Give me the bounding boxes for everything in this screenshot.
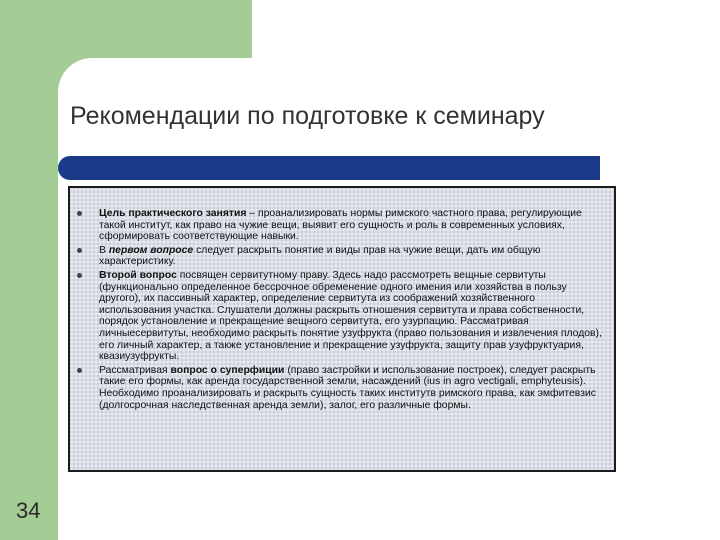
content-box: [68, 186, 616, 472]
list-item-superficies: [70, 365, 604, 411]
slide-number: 34: [16, 498, 41, 523]
item-text: следует раскрыть понятие и виды прав на чужие вещи, дать им общую характеристику.: [99, 244, 541, 268]
item-pre: Рассматривая: [99, 364, 171, 376]
item-bold: Второй вопрос: [99, 269, 177, 281]
bullet-list: [70, 208, 604, 411]
bullet-icon: [77, 248, 82, 253]
item-bold: первом вопросе: [108, 244, 194, 256]
list-item-goal: [70, 208, 604, 243]
list-item-first-question: [70, 245, 604, 268]
item-text: – проанализировать нормы римского частного права, регулирующие такой институт, как право на чужие вещи, выявит его сущность и роль в современных условиях, сформировать соответствующие навыки.: [99, 208, 582, 243]
item-pre: В: [99, 244, 109, 256]
item-text: (право застройки и использование построек), следует раскрыть такие его формы, как аренда государственной земли, насаждений (ius in agro vectigali, emphyteusis). Необходимо проанализировать и раскрыть сущность таких институтв римского права, как эмфитевзис (долгосрочная наследственная аренда земли), залог, его различные формы.: [99, 364, 596, 411]
title-underline-bar: [58, 156, 600, 180]
list-item-second-question: [70, 270, 604, 363]
bullet-icon: [77, 273, 82, 278]
slide-title: Рекомендации по подготовке к семинару: [70, 102, 545, 130]
item-bold: Цель практического занятия: [99, 208, 247, 219]
bullet-icon: [77, 368, 82, 373]
item-text: посвящен сервитутному праву. Здесь надо рассмотреть вещные сервитуты (функционально определенное бессрочное обременение одного имения или хозяйства в пользу другого), их пассивный характер, определение сервитута из соображений хозяйственного использования участка. Слушатели должны раскрыть отношения сервитута и права собственности, порядок установление и прекращение вещного сервитута, его узурпацию. Рассматривая личныесервитуты, необходимо раскрыть понятие узуфрукта (право пользования и извлечения плодов), его личный характер, а также установление и прекращение узуфрукта, защиту прав узуфруктуария, квазиузуфрукты.: [99, 269, 602, 363]
bullet-icon: [77, 211, 82, 216]
item-bold: вопрос о суперфиции: [170, 364, 285, 376]
